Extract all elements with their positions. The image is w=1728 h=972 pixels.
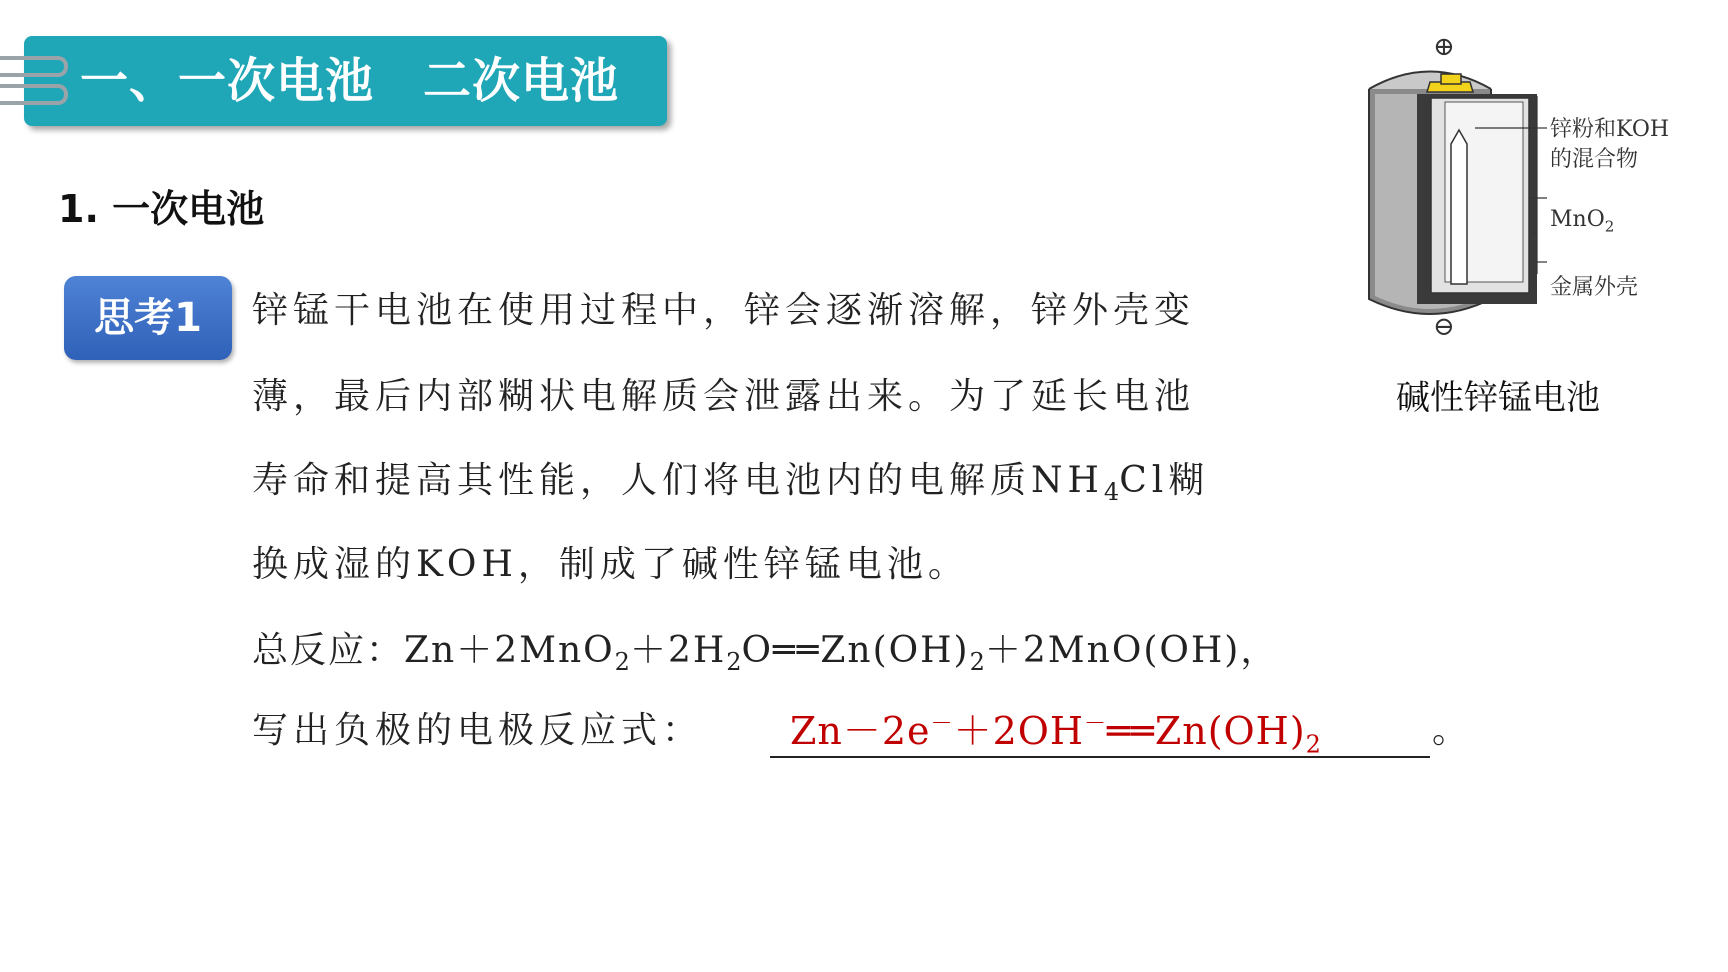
section-heading: 1. 一次电池 [58, 187, 265, 231]
label-mno2 [1550, 207, 1614, 235]
label-mno2-sub: 2 [1604, 217, 1615, 236]
answer-part-3: ══Zn(OH) [1107, 709, 1306, 753]
reaction-prefix: 总反应：Zn＋2MnO [252, 630, 615, 671]
reaction-sub-2: 2 [726, 648, 742, 677]
paragraph-line-1: 锌锰干电池在使用过程中，锌会逐渐溶解，锌外壳变 [252, 290, 1196, 331]
label-mixture: 的混合物 [1550, 147, 1639, 172]
figure-caption: 碱性锌锰电池 [1396, 378, 1600, 418]
question-prompt: 写出负极的电极反应式： [252, 710, 704, 751]
banner-title: 一、一次电池 二次电池 [80, 53, 620, 109]
reaction-sub-3: 2 [969, 648, 985, 677]
reaction-mid-2: O══Zn(OH) [741, 630, 970, 671]
reaction-end: ＋2MnO(OH)， [984, 630, 1279, 671]
label-metal-shell: 金属外壳 [1550, 275, 1639, 300]
negative-terminal-icon: ⊖ [1433, 312, 1455, 342]
line3-text-b: Cl糊 [1119, 460, 1210, 501]
think-badge: 思考1 [64, 276, 232, 360]
answer-part-2: ＋2OH [953, 709, 1085, 753]
label-zinc-koh: 锌粉和KOH [1550, 117, 1670, 142]
line3-text-a: 寿命和提高其性能，人们将电池内的电解质NH [252, 460, 1104, 501]
paragraph-line-4: 换成湿的KOH，制成了碱性锌锰电池。 [252, 544, 969, 585]
line3-subscript: 4 [1103, 478, 1120, 507]
answer-sup-1: － [930, 711, 954, 737]
answer-blank [770, 700, 1430, 758]
title-banner [24, 36, 667, 126]
binder-ring-icon [0, 56, 68, 77]
label-mno2-text: MnO [1550, 207, 1605, 232]
paragraph-line-3 [252, 452, 1342, 506]
total-reaction [252, 622, 1342, 676]
answer-text [790, 700, 1321, 759]
answer-sup-2: － [1084, 711, 1108, 737]
positive-terminal-icon: ⊕ [1433, 32, 1455, 62]
answer-part-1: Zn－2e [790, 709, 931, 753]
paragraph-line-2: 薄，最后内部糊状电解质会泄露出来。为了延长电池 [252, 376, 1196, 417]
binder-ring-icon [0, 84, 68, 105]
reaction-sub-1: 2 [614, 648, 630, 677]
battery-diagram [1355, 34, 1695, 334]
reaction-mid-1: ＋2H [629, 630, 727, 671]
answer-sub: 2 [1305, 730, 1321, 759]
question-period: 。 [1432, 710, 1469, 751]
